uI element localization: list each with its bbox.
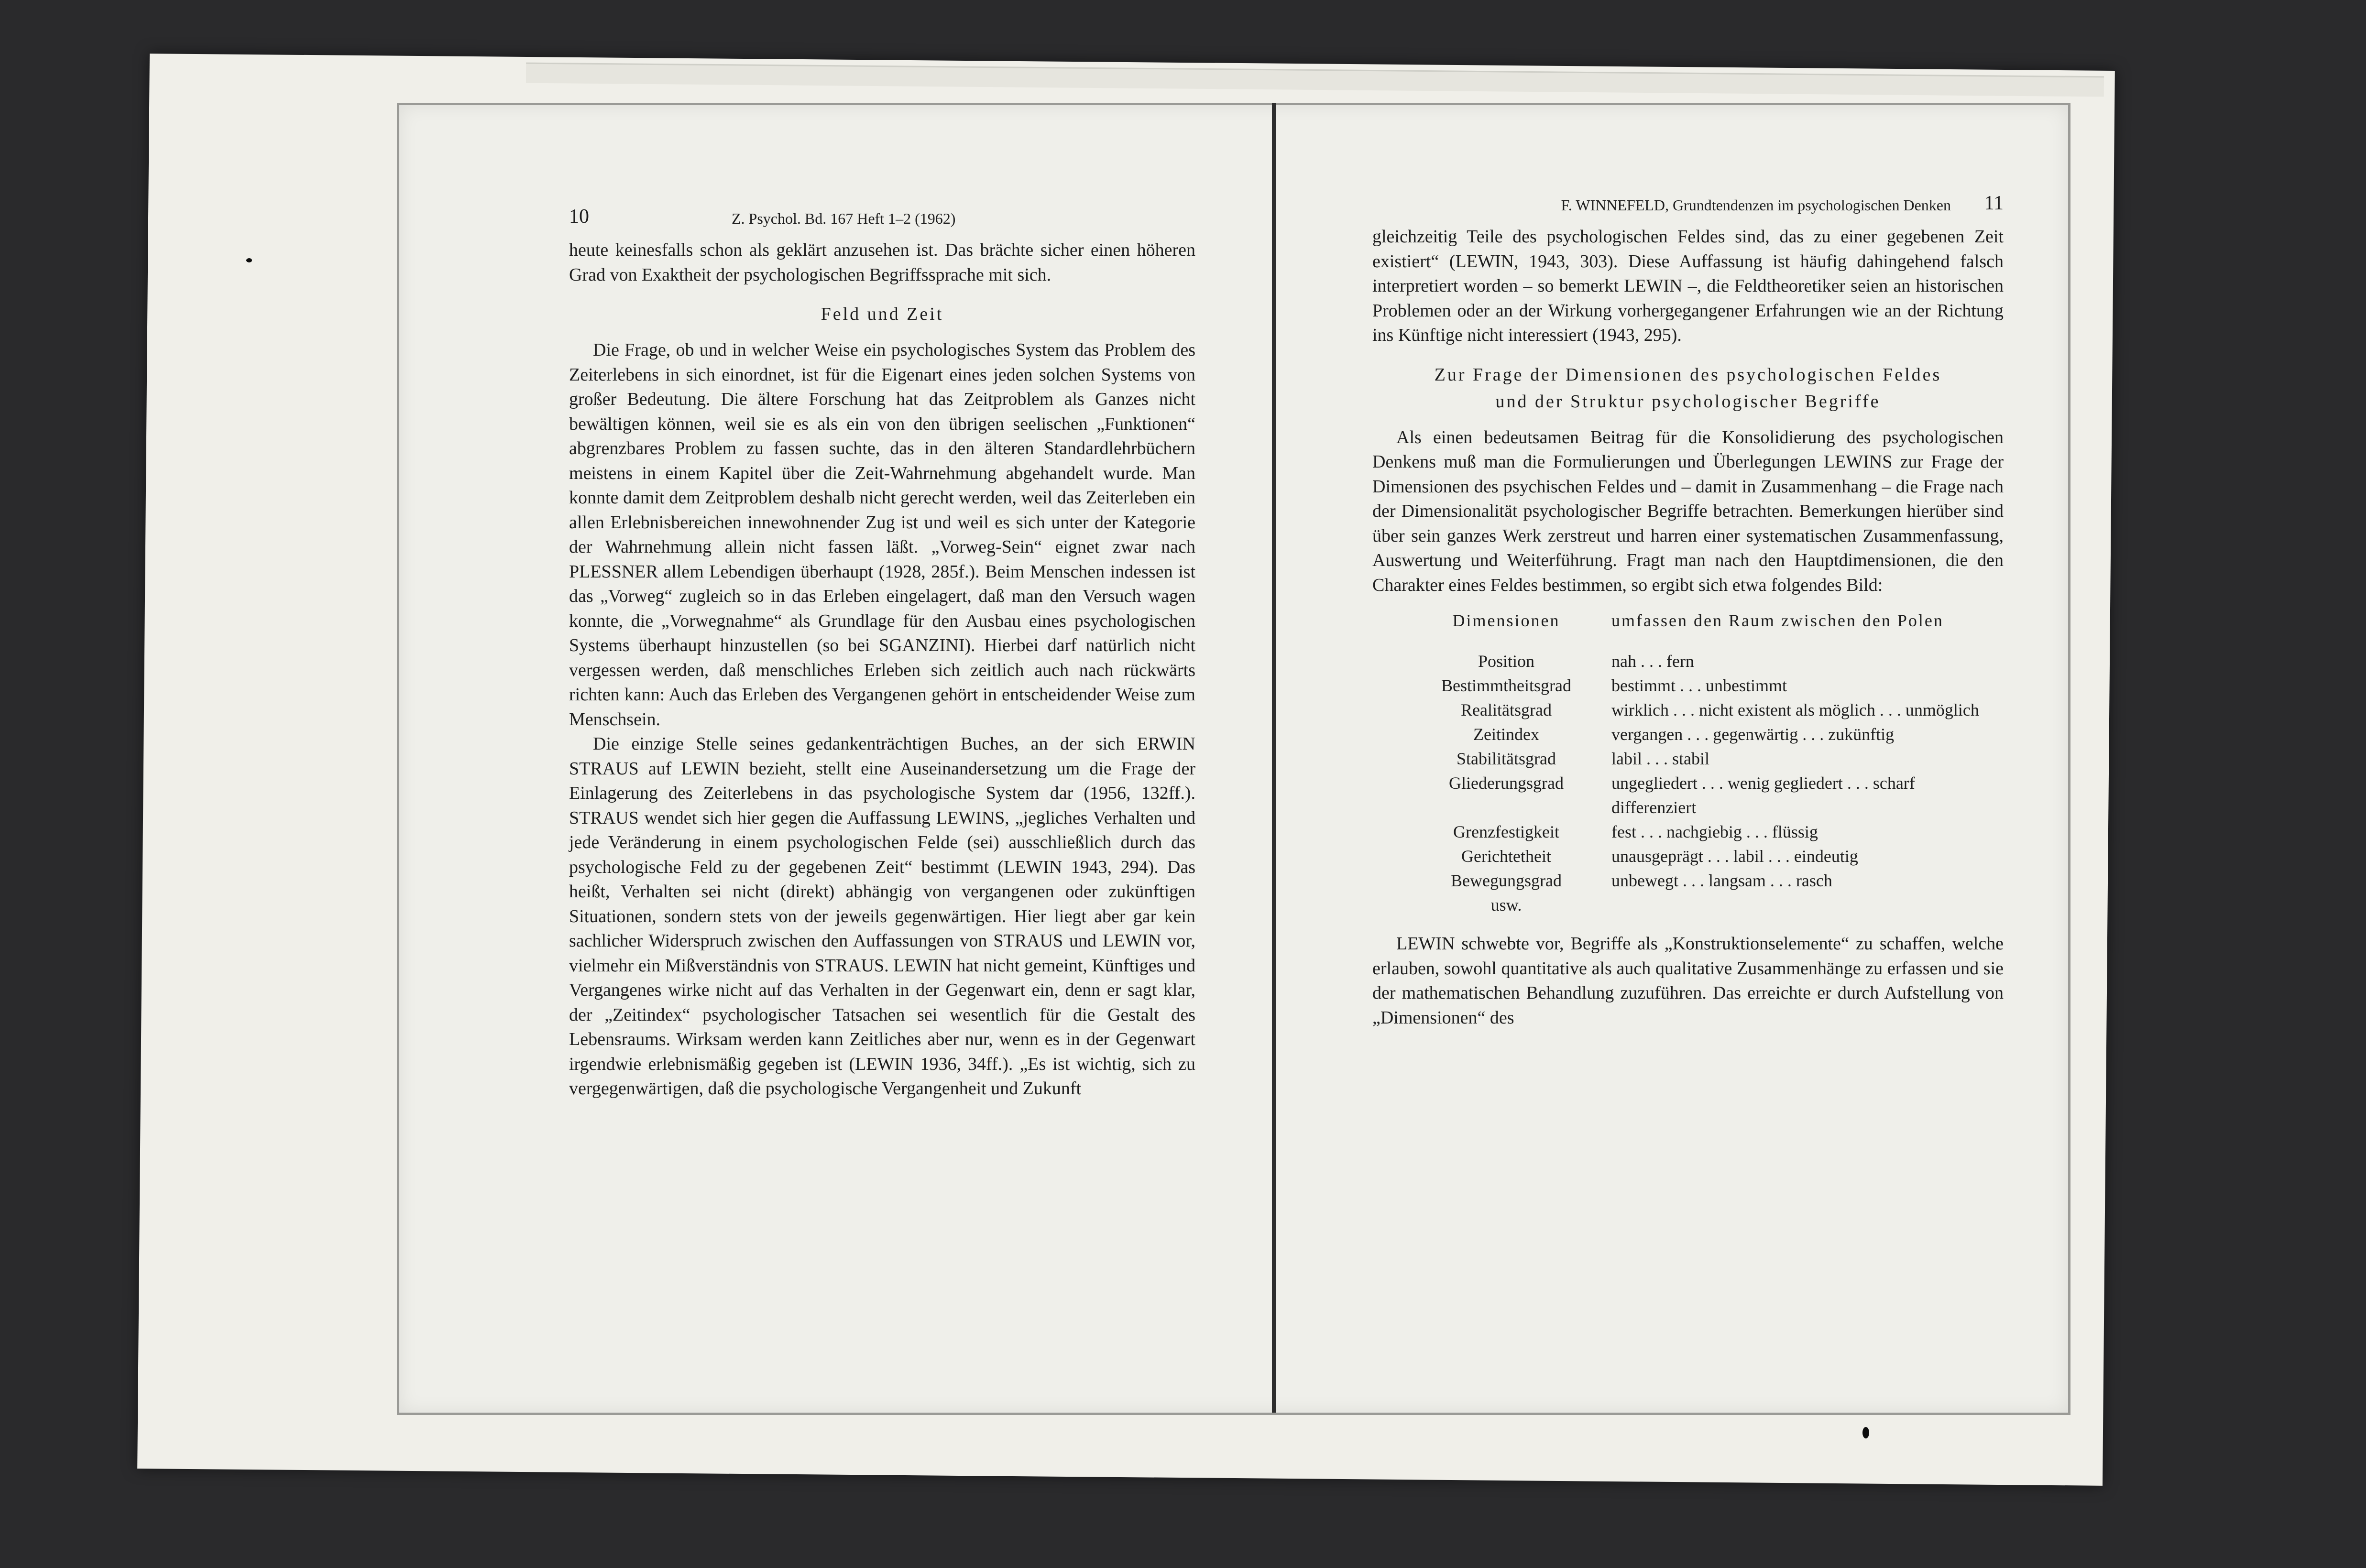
- intro-paragraph: gleichzeitig Teile des psychologischen Feldes sind, das zu einer gegebenen Zeit existiert“ (LEWIN, 1943, 303). Diese Auffassung ist häufig dahingehend falsch interpretiert worden – so bemerkt LEWIN –, die Feldtheoretiker seien an historischen Problemen oder an der Wirkung vorhergegangener Erfahrungen wie an der Richtung ins Künftige nicht interessiert (1943, 295).: [1372, 227, 2004, 345]
- page-fold: [1272, 103, 1276, 1413]
- dimension-cell: Gliederungsgrad: [1449, 773, 1564, 793]
- body-paragraph: Die einzige Stelle seines gedankenträchtigen Buches, an der sich ERWIN STRAUS auf LEWIN bezieht, stellt eine Auseinandersetzung um die Frage der Einlagerung des Zeiterlebens in das psychologische System dar (1956, 132ff.). STRAUS wendet sich hier gegen die Auffassung LEWINS, „jegliches Verhalten und jede Veränderung in einem psychologischen Felde (sei) ausschließlich durch das psychologische Feld zu der gegebenen Zeit“ bestimmt (LEWIN 1943, 294). Das heißt, Verhalten sei nicht (direkt) abhängig von vergangenen oder zukünftigen Situationen, sondern stets von der jeweils gegenwärtigen. Hier liegt aber gar kein sachlicher Widerspruch zwischen den Auffassungen von STRAUS und LEWIN vor, vielmehr ein Mißverständnis von STRAUS. LEWIN hat nicht gemeint, Künftiges und Vergangenes wirke nicht auf das Verhalten in der Gegenwart ein, denn er sagt klar, der „Zeitindex“ psychologischer Tatsachen sei wesentlich für die Gestalt des Lebensraums. Wirksam werden kann Zeitliches aber nur, wenn es in der Gegenwart irgendwie erlebnismäßig gegeben ist (LEWIN 1936, 34ff.). „Es ist wichtig, sich zu vergegenwärtigen, daß die psychologische Vergangenheit und Zukunft: [569, 734, 1195, 1099]
- dimension-cell: usw.: [1490, 895, 1522, 915]
- body-paragraph: Die Frage, ob und in welcher Weise ein psychologisches System das Problem des Zeiterlebens in sich einordnet, ist für die Eigenart eines jeden solchen Systems von großer Bedeutung. Die ältere Forschung hat das Zeitproblem als Ganzes nicht bewältigen können, weil sie es als ein von den übrigen seelischen „Funktionen“ abgrenzbares Problem zu fassen suchte, das in den älteren Standardlehrbüchern meistens in einem Kapitel über die Zeit-Wahrnehmung abgehandelt wurde. Man konnte damit dem Zeitproblem deshalb nicht gerecht werden, weil das Zeiterleben ein allen Erlebnisbereichen innewohnender Zug ist und weil es sich unter der Kategorie der Wahrnehmung allein nicht fassen läßt. „Vorweg-Sein“ eignet zwar nach PLESSNER allem Lebendigen überhaupt (1928, 285f.). Beim Menschen indessen ist das „Vorweg“ zugleich so in das Erleben eingelagert, daß man den Versuch wagen konnte, die „Vorwegnahme“ als Grundlage für den Ausbau eines psychologischen Systems überhaupt hinzustellen (so bei SGANZINI). Hierbei darf natürlich nicht vergessen werden, daß menschliches Erleben sich zeitlich auch nach rückwärts richten kann: Auch das Erleben des Vergangenen gehört in entscheidender Weise zum Menschsein.: [569, 340, 1195, 730]
- dimension-cell: Position: [1478, 652, 1535, 671]
- column-header-dimensions: Dimensionen: [1452, 611, 1560, 630]
- poles-cell: vergangen . . . gegenwärtig . . . zukünftig: [1611, 725, 1895, 744]
- section-heading: Feld und Zeit: [821, 304, 944, 324]
- table-header-row: [1401, 607, 1994, 649]
- section-heading-line: und der Struktur psychologischer Begriffe: [1495, 391, 1881, 412]
- poles-cell: labil . . . stabil: [1611, 749, 1709, 768]
- table-row: [1401, 722, 1994, 747]
- section-heading: [1372, 361, 2004, 415]
- table-row: [1401, 844, 1994, 869]
- left-page: [569, 205, 1195, 1101]
- running-head: F. WINNEFELD, Grundtendenzen im psychologischen Denken: [1561, 196, 1951, 214]
- table-row: [1401, 747, 1994, 771]
- section-heading-line: Zur Frage der Dimensionen des psychologischen Feldes: [1434, 364, 1942, 385]
- dimension-cell: Bewegungsgrad: [1451, 871, 1562, 890]
- dimensions-table: [1401, 607, 1994, 917]
- left-page-header: [569, 205, 1195, 238]
- poles-cell: bestimmt . . . unbestimmt: [1611, 676, 1787, 695]
- table-row: [1401, 674, 1994, 698]
- dimension-cell: Grenzfestigkeit: [1453, 822, 1559, 841]
- body-paragraph: Als einen bedeutsamen Beitrag für die Konsolidierung des psychologischen Denkens muß man die Formulierungen und Überlegungen LEWINS zur Frage der Dimensionen des psychischen Feldes und – damit in Zusammenhang – die Frage nach der Dimensionalität psychologischer Begriffe betrachten. Bemerkungen hierüber sind über sein ganzes Werk zerstreut und harren einer systematischen Zusammenfassung, Auswertung und Weiterführung. Fragt man nach den Hauptdimensionen, die den Charakter eines Feldes bestimmen, so ergibt sich etwa folgendes Bild:: [1372, 427, 2004, 595]
- body-paragraph: LEWIN schwebte vor, Begriffe als „Konstruktionselemente“ zu schaffen, welche erlauben, sowohl quantitative als auch qualitative Zusammenhänge zu erfassen und sie der mathematischen Behandlung zuzuführen. Das erreichte er durch Aufstellung von „Dimensionen“ des: [1372, 934, 2004, 1028]
- page-number: 11: [1984, 192, 2004, 214]
- table-row: [1401, 893, 1994, 917]
- copy-speck: [246, 258, 252, 262]
- table-row: [1401, 649, 1994, 674]
- table-row: [1401, 820, 1994, 844]
- table-row: [1401, 771, 1994, 820]
- poles-cell: fest . . . nachgiebig . . . flüssig: [1611, 822, 1818, 841]
- poles-cell: ungegliedert . . . wenig gegliedert . . . scharf differenziert: [1611, 773, 1915, 817]
- poles-cell: unbewegt . . . langsam . . . rasch: [1611, 871, 1832, 890]
- dimension-cell: Stabilitätsgrad: [1457, 749, 1556, 768]
- right-page-header: [1372, 191, 2004, 225]
- poles-cell: unausgeprägt . . . labil . . . eindeutig: [1611, 847, 1858, 866]
- copy-speck: [1862, 1427, 1869, 1438]
- intro-paragraph: heute keinesfalls schon als geklärt anzusehen ist. Das brächte sicher einen höheren Grad von Exaktheit der psychologischen Begriffssprache mit sich.: [569, 240, 1195, 285]
- dimension-cell: Realitätsgrad: [1461, 700, 1552, 719]
- poles-cell: nah . . . fern: [1611, 652, 1694, 671]
- table-row: [1401, 869, 1994, 893]
- poles-cell: [1611, 893, 1994, 917]
- poles-cell: wirklich . . . nicht existent als möglich . . . unmöglich: [1611, 700, 1979, 719]
- running-head: Z. Psychol. Bd. 167 Heft 1–2 (1962): [732, 210, 956, 227]
- table-row: [1401, 698, 1994, 722]
- dimension-cell: Zeitindex: [1473, 725, 1539, 744]
- dimension-cell: Gerichtetheit: [1461, 847, 1551, 866]
- right-page: [1372, 191, 2004, 1030]
- page-number: 10: [569, 206, 589, 228]
- column-header-poles: umfassen den Raum zwischen den Polen: [1611, 611, 1944, 630]
- dimension-cell: Bestimmtheitsgrad: [1441, 676, 1571, 695]
